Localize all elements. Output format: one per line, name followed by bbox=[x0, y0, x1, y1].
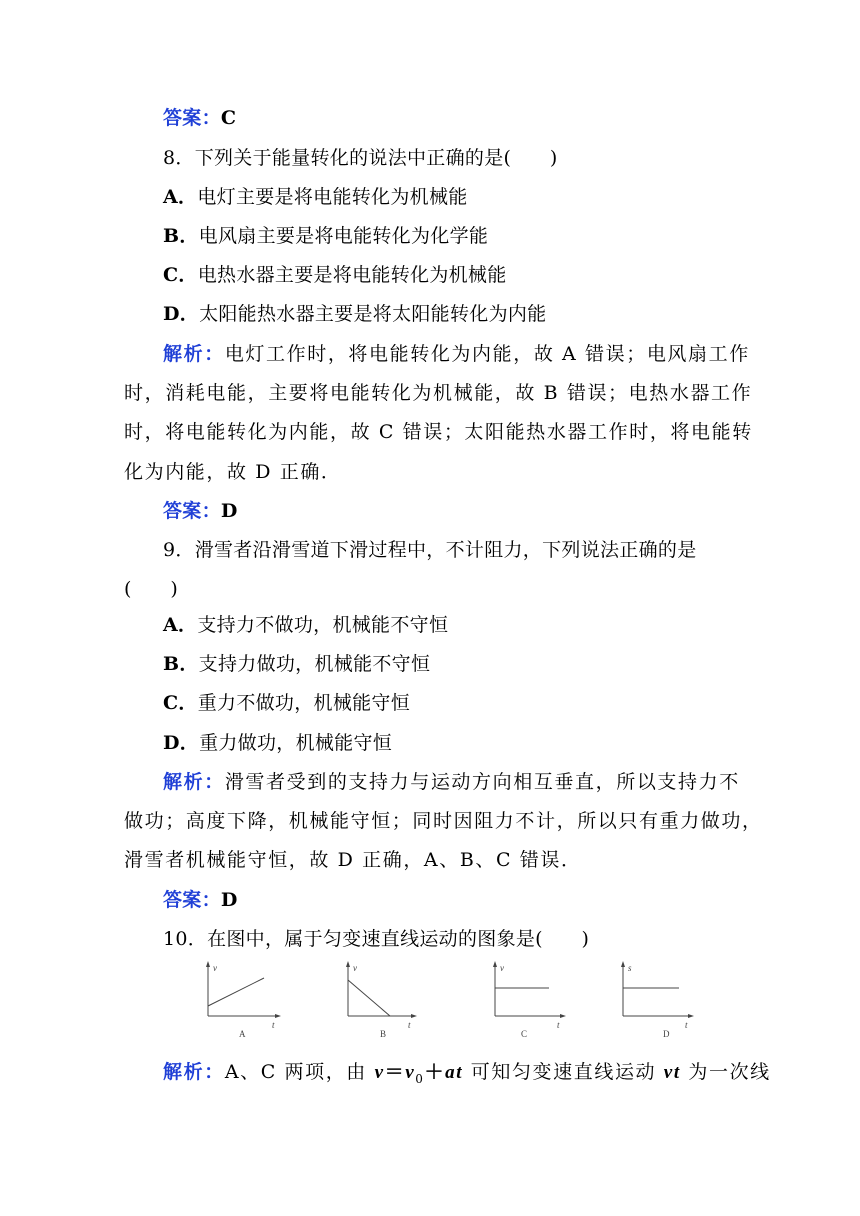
graph-label: B bbox=[380, 1029, 387, 1039]
analysis-text: 电灯工作时，将电能转化为内能，故 A 错误；电风扇工作 bbox=[224, 343, 750, 365]
analysis-text: 可知匀变速直线运动 bbox=[463, 1061, 664, 1083]
graph-d bbox=[611, 958, 701, 1044]
graph-c bbox=[483, 958, 573, 1044]
option-key: A． bbox=[163, 614, 198, 636]
answer-line-q7 bbox=[163, 106, 783, 130]
option-b bbox=[163, 652, 783, 676]
graph-label: C bbox=[521, 1029, 528, 1039]
option-text: 太阳能热水器主要是将太阳能转化为内能 bbox=[199, 303, 547, 325]
answer-value: D bbox=[220, 500, 238, 522]
y-axis-arrow bbox=[206, 961, 210, 967]
formula-v0: v bbox=[405, 1062, 416, 1083]
option-text: 重力不做功，机械能守恒 bbox=[197, 692, 411, 714]
graph-b-svg bbox=[336, 958, 426, 1040]
x-axis-arrow bbox=[275, 1014, 281, 1018]
answer-value: C bbox=[220, 107, 237, 129]
y-axis-arrow bbox=[493, 961, 497, 967]
option-a bbox=[163, 185, 783, 209]
y-axis-label: v bbox=[500, 963, 504, 973]
x-axis-label: t bbox=[685, 1020, 688, 1030]
formula-eq: ＝ bbox=[384, 1061, 406, 1083]
answer-label: 答案： bbox=[163, 500, 221, 522]
x-axis-arrow bbox=[688, 1014, 694, 1018]
option-key: C． bbox=[163, 692, 198, 714]
x-axis-label: t bbox=[408, 1020, 411, 1030]
analysis-label: 解析： bbox=[163, 343, 225, 365]
option-key: D． bbox=[163, 732, 200, 754]
graph-a bbox=[196, 958, 286, 1044]
analysis-line: 滑雪者机械能守恒，故 D 正确，A、B、C 错误． bbox=[124, 849, 582, 871]
option-key: A． bbox=[163, 186, 198, 208]
analysis-line bbox=[163, 1060, 783, 1091]
formula-vt-v: v bbox=[663, 1062, 674, 1083]
analysis-label: 解析： bbox=[163, 771, 225, 793]
option-key: D． bbox=[163, 303, 200, 325]
answer-line-q8 bbox=[163, 499, 783, 523]
x-axis-arrow bbox=[411, 1014, 417, 1018]
question-9-stem bbox=[163, 538, 783, 562]
question-number: 10． bbox=[163, 928, 208, 950]
x-axis-label: t bbox=[557, 1020, 560, 1030]
y-axis-arrow bbox=[346, 961, 350, 967]
analysis-line bbox=[163, 342, 783, 366]
option-key: B． bbox=[163, 653, 199, 675]
option-text: 电风扇主要是将电能转化为化学能 bbox=[198, 225, 489, 247]
option-d bbox=[163, 302, 783, 326]
graph-line bbox=[348, 980, 390, 1016]
y-axis-label: v bbox=[213, 963, 217, 973]
option-c bbox=[163, 263, 783, 287]
question-number: 8． bbox=[163, 147, 195, 169]
option-c bbox=[163, 691, 783, 715]
formula-v: v bbox=[374, 1062, 385, 1083]
option-text: 重力做功，机械能守恒 bbox=[199, 732, 393, 754]
answer-value: D bbox=[220, 889, 238, 911]
graph-label: D bbox=[663, 1029, 670, 1039]
question-9-paren: ( ) bbox=[124, 578, 179, 600]
answer-label: 答案： bbox=[163, 889, 221, 911]
question-text: 下列关于能量转化的说法中正确的是( ) bbox=[194, 147, 558, 169]
graph-b bbox=[336, 958, 426, 1044]
analysis-line: 做功；高度下降，机械能守恒；同时因阻力不计，所以只有重力做功， bbox=[124, 810, 763, 832]
question-10-stem bbox=[163, 927, 783, 951]
formula-vt-t: t bbox=[673, 1062, 681, 1083]
formula-at: at bbox=[445, 1062, 464, 1083]
analysis-text: 滑雪者受到的支持力与运动方向相互垂直，所以支持力不 bbox=[224, 771, 740, 793]
graph-label: A bbox=[239, 1029, 246, 1039]
analysis-label: 解析： bbox=[163, 1061, 225, 1083]
x-axis-arrow bbox=[560, 1014, 566, 1018]
analysis-line bbox=[163, 770, 783, 794]
answer-label: 答案： bbox=[163, 107, 221, 129]
question-number: 9． bbox=[163, 539, 195, 561]
option-key: B． bbox=[163, 225, 199, 247]
option-text: 电热水器主要是将电能转化为机械能 bbox=[197, 264, 507, 286]
answer-line-q9 bbox=[163, 888, 783, 912]
analysis-line: 时，消耗电能，主要将电能转化为机械能，故 B 错误；电热水器工作 bbox=[124, 382, 753, 404]
graph-c-svg bbox=[483, 958, 573, 1040]
graph-line bbox=[208, 978, 264, 1006]
y-axis-arrow bbox=[621, 961, 625, 967]
graph-a-svg bbox=[196, 958, 286, 1040]
analysis-line: 时，将电能转化为内能，故 C 错误；太阳能热水器工作时，将电能转 bbox=[124, 421, 753, 443]
graph-d-svg bbox=[611, 958, 701, 1040]
formula-plus: ＋ bbox=[424, 1061, 446, 1083]
question-text: 滑雪者沿滑雪道下滑过程中，不计阻力，下列说法正确的是 bbox=[194, 539, 697, 561]
question-text: 在图中，属于匀变速直线运动的图象是( ) bbox=[207, 928, 590, 950]
analysis-text: 为一次线 bbox=[680, 1061, 771, 1083]
option-b bbox=[163, 224, 783, 248]
option-a bbox=[163, 613, 783, 637]
option-d bbox=[163, 731, 783, 755]
x-axis-label: t bbox=[272, 1020, 275, 1030]
option-text: 支持力不做功，机械能不守恒 bbox=[197, 614, 449, 636]
option-text: 电灯主要是将电能转化为机械能 bbox=[197, 186, 468, 208]
option-text: 支持力做功，机械能不守恒 bbox=[198, 653, 431, 675]
formula-subscript: 0 bbox=[415, 1071, 425, 1086]
question-8-stem bbox=[163, 146, 783, 170]
analysis-text: A、C 两项，由 bbox=[224, 1061, 375, 1083]
y-axis-label: v bbox=[353, 963, 357, 973]
option-key: C． bbox=[163, 264, 198, 286]
y-axis-label: s bbox=[628, 963, 632, 973]
analysis-line: 化为内能，故 D 正确． bbox=[124, 461, 342, 483]
